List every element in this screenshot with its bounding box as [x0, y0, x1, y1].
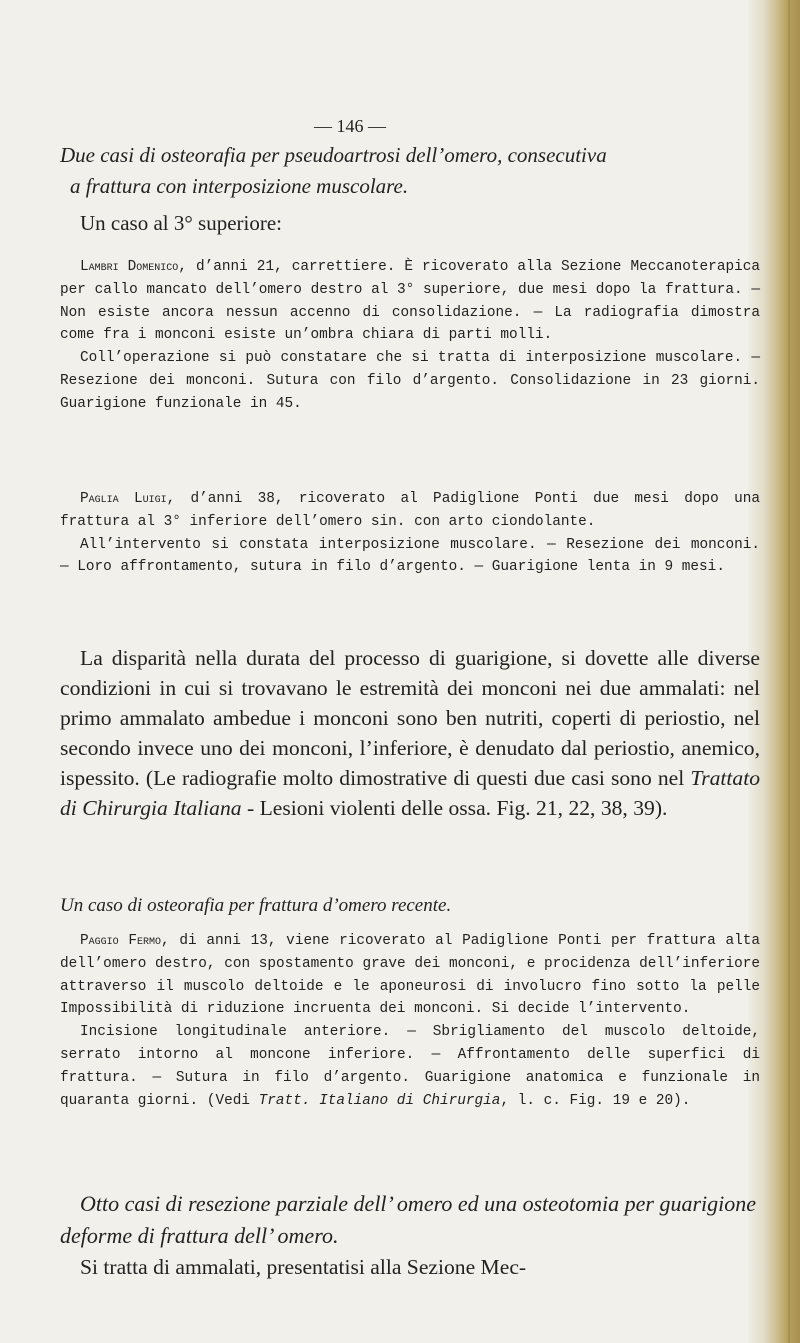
case-2-patient-name: Paglia Luigi: [80, 491, 167, 507]
case-1-paragraph-2: Coll’operazione si può constatare che si tratta di interposizione muscolare. — Resezione dei monconi. Sutura con filo d’argento. Consolidazione in 23 giorni. Guarigione funzionale in 45.: [60, 350, 760, 412]
section-3-title: Otto casi di resezione parziale dell’ omero ed una osteotomia per guarigione deforme di frattura dell’ omero.: [60, 1191, 757, 1248]
case-3-text2-after: , l. c. Fig. 19 e 20).: [500, 1092, 691, 1109]
case-3-paragraph-1: [60, 930, 760, 1021]
page-edge-line: [788, 0, 790, 1343]
section-1-subtitle-text: Un caso al 3° superiore:: [80, 211, 283, 235]
discussion-paragraph: [60, 643, 760, 823]
case-3: [60, 930, 760, 1112]
case-3-ref-title: Tratt. Italiano di Chirurgia: [258, 1092, 501, 1109]
case-3-text2-before: Incisione longitudinale anteriore. — Sbrigliamento del muscolo deltoide, serrato intorno al moncone inferiore. — Affrontamento delle superfici di frattura. — Sutura in filo d’argento. Guarigione anatomica e funzionale in quaranta giorni. (Vedi: [60, 1024, 760, 1109]
section-1-subtitle: [80, 208, 760, 238]
section-1-title-line-1: Due casi di osteorafia per pseudoartrosi dell’omero, consecutiva: [60, 143, 607, 167]
page-number: — 146 —: [314, 116, 386, 136]
case-2: [60, 488, 760, 579]
case-3-patient-name: Paggio Fermo: [80, 933, 161, 949]
case-1: [60, 256, 760, 416]
section-1-title-line-2: a frattura con interposizione muscolare.: [70, 174, 409, 198]
discussion-ref-title: Trattato di Chirurgia Italiana: [60, 766, 760, 820]
section-2-title-text: Un caso di osteorafia per frattura d’omero recente.: [60, 895, 452, 916]
section-3: [60, 1188, 760, 1282]
case-2-paragraph-1: [60, 488, 760, 534]
case-1-text: , d’anni 21, carrettiere. È ricoverato alla Sezione Meccanoterapica per callo mancato dell’omero destro al 3° superiore, due mesi dopo la frattura. — Non esiste ancora nessun accenno di consolidazione. — La radiografia dimostra come fra i monconi esiste un’ombra chiara di parti molli.: [60, 259, 760, 344]
case-3-paragraph-2: [60, 1021, 760, 1112]
section-1-title: [60, 140, 760, 202]
case-3-text: , di anni 13, viene ricoverato al Padiglione Ponti per frattura alta dell’omero destro, con spostamento grave dei monconi, e procidenza dell’inferiore attraverso il muscolo deltoide e le aponeurosi di involucro fino sotto la pelle Impossibilità di riduzione incruenta dei monconi. Si decide l’intervento.: [60, 933, 761, 1018]
section-2-title: [60, 890, 760, 921]
discussion-text-before: La disparità nella durata del processo di guarigione, si dovette alle diverse condizioni in cui si trovavano le estremità dei monconi nei due ammalati: nel primo ammalato ambedue i monconi sono ben nutriti, coperti di periostio, nel secondo invece uno dei monconi, l’inferiore, è denudato dal periostio, anemico, ispessito. (Le radiografie molto dimostrative di questi due casi sono nel: [60, 646, 760, 790]
case-1-paragraph-1: [60, 256, 760, 347]
case-2-paragraph-2: All’intervento si constata interposizione muscolare. — Resezione dei monconi. — Loro affrontamento, sutura in filo d’argento. — Guarigione lenta in 9 mesi.: [60, 536, 760, 576]
discussion: [60, 643, 760, 823]
discussion-text-after: - Lesioni violenti delle ossa. Fig. 21, 22, 38, 39).: [241, 796, 668, 820]
case-2-text: , d’anni 38, ricoverato al Padiglione Ponti due mesi dopo una frattura al 3° inferiore dell’omero sin. con arto ciondolante.: [60, 491, 760, 530]
case-1-patient-name: Lambri Domenico: [80, 259, 179, 275]
section-3-text: Si tratta di ammalati, presentatisi alla Sezione Mec-: [80, 1255, 527, 1279]
